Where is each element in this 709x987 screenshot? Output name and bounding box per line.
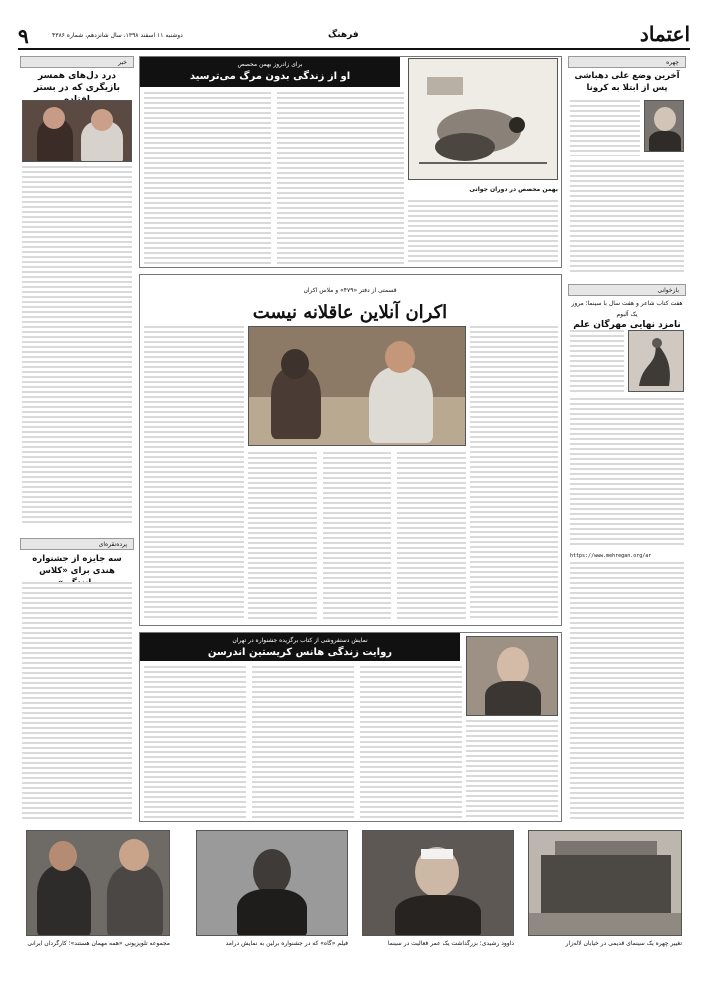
sculpture-photo [628, 330, 684, 392]
bottom-photo-3 [362, 830, 514, 936]
right-top-body-text [570, 160, 684, 272]
main-story-col-left [144, 326, 244, 620]
top-story-kicker: برای زادروز بهمن محصص [237, 61, 303, 68]
right-bottom-body-text [570, 398, 684, 548]
right-bottom-headline: نامزد نهایی مهرگان علم [573, 320, 681, 330]
masthead [18, 24, 690, 50]
third-story-headline-bar [140, 633, 460, 661]
photo2-girl-body [237, 889, 307, 936]
third-story-columns [144, 666, 462, 818]
main-story-col-3 [248, 452, 317, 620]
photo3-body [395, 895, 481, 936]
caption-photo-2: فیلم «گاه» که در جشنواره برلین به نمایش درآمد [225, 940, 348, 947]
main-story-col-2 [323, 452, 392, 620]
photo1-man-left [37, 865, 91, 936]
third-story-headline: روایت زندگی هانس کریستین اندرسن [207, 647, 393, 658]
main-story-col-1 [397, 452, 466, 620]
portrait-woman-face [497, 647, 529, 685]
main-story-kicker: قسمتی از دفتر «۴۷۹» و ملاس اکران [303, 287, 397, 294]
top-story-col-1 [277, 92, 404, 264]
photo4-storefront [541, 855, 671, 913]
caption-photo-1: مجموعه تلویزیونی «همه مهمان هستند»؛ کارگردان ایرانی [27, 940, 170, 947]
dehbashi-portrait [644, 100, 684, 152]
left-top-headline: درد دل‌های همسر بازیگری که در بستر [33, 71, 121, 93]
couple-photo [22, 100, 132, 162]
main-story-columns [248, 452, 466, 620]
photo3-white-hair [421, 849, 453, 859]
main-story-headline: اکران آنلاین عاقلانه نیست [252, 302, 448, 323]
top-story-byline: بهمن محصص در دوران جوانی [469, 186, 558, 193]
third-story-kicker: نمایش دستفروشی از کتاب برگزیده جشنواره در تهران [232, 637, 368, 644]
top-story-headline: او از زندگی بدون مرگ می‌ترسید [189, 71, 351, 82]
right-bottom-label: بازخوانی [568, 284, 686, 296]
caption-photo-4: تغییر چهره یک سینمای قدیمی در خیابان لاله‌زار [565, 940, 682, 947]
left-top-body-text [22, 166, 132, 526]
third-story-col-3 [144, 666, 246, 818]
photo4-sign [555, 841, 657, 855]
photo1-man-right [107, 865, 163, 936]
third-story-right-text [466, 720, 558, 818]
fish-sketch-icon [409, 59, 557, 179]
still-life-drawing [408, 58, 558, 180]
right-top-label: چهره [568, 56, 686, 68]
woman-face [43, 107, 65, 129]
portrait-face [654, 107, 676, 131]
main-story-photo [248, 326, 466, 446]
portrait-woman-body [485, 681, 541, 716]
man-head [385, 341, 415, 373]
woman-head [281, 349, 309, 379]
top-story-right-text [408, 200, 558, 264]
left-bottom-body-text [22, 582, 132, 822]
photo4-street [529, 913, 682, 936]
left-bottom-label: پرده‌نقره‌ای [20, 538, 134, 550]
main-story-col-right [470, 326, 558, 620]
left-top-label: خبر [20, 56, 134, 68]
date-line: دوشنبه ۱۱ اسفند ۱۳۹۸، سال شانزدهم، شماره ۴۳۸۶ [52, 32, 183, 39]
third-story-col-2 [252, 666, 354, 818]
photo1-face-left [49, 841, 77, 871]
bottom-photo-1 [26, 830, 170, 936]
top-story-col-2 [144, 92, 271, 264]
third-story-col-1 [360, 666, 462, 818]
newspaper-logo: اعتماد [639, 22, 690, 46]
right-bottom-url: https://www.mehregan.org/ar [570, 553, 652, 559]
photo1-face-right [119, 839, 149, 871]
page-number: ۹ [18, 24, 29, 48]
portrait-body [649, 131, 681, 152]
caption-photo-3: داوود رشیدی؛ بزرگداشت یک عمر فعالیت در سینما [387, 940, 514, 947]
third-story-portrait [466, 636, 558, 716]
right-bottom-kicker: هفت کتاب شاعر و هفت سال با سینما؛ مرور یک آلبوم [571, 300, 683, 318]
sculpture-icon [629, 331, 683, 391]
top-story-columns [144, 92, 404, 264]
top-story-headline-bar [140, 57, 400, 87]
right-top-headline: آخرین وضع علی دهباشی پس از ابتلا به کرونا [574, 71, 680, 93]
right-top-text-beside [570, 100, 640, 156]
bottom-photo-4 [528, 830, 682, 936]
right-bottom-text-beside [570, 330, 624, 394]
right-bottom-body-text-2 [570, 562, 684, 820]
bottom-photo-2 [196, 830, 348, 936]
left-bottom-headline: سه جایزه از جشنواره هندی برای «کلاس [32, 554, 122, 576]
man-face [91, 109, 113, 131]
section-name: فرهنگ [328, 30, 359, 40]
man-white-shirt-figure [369, 367, 433, 443]
